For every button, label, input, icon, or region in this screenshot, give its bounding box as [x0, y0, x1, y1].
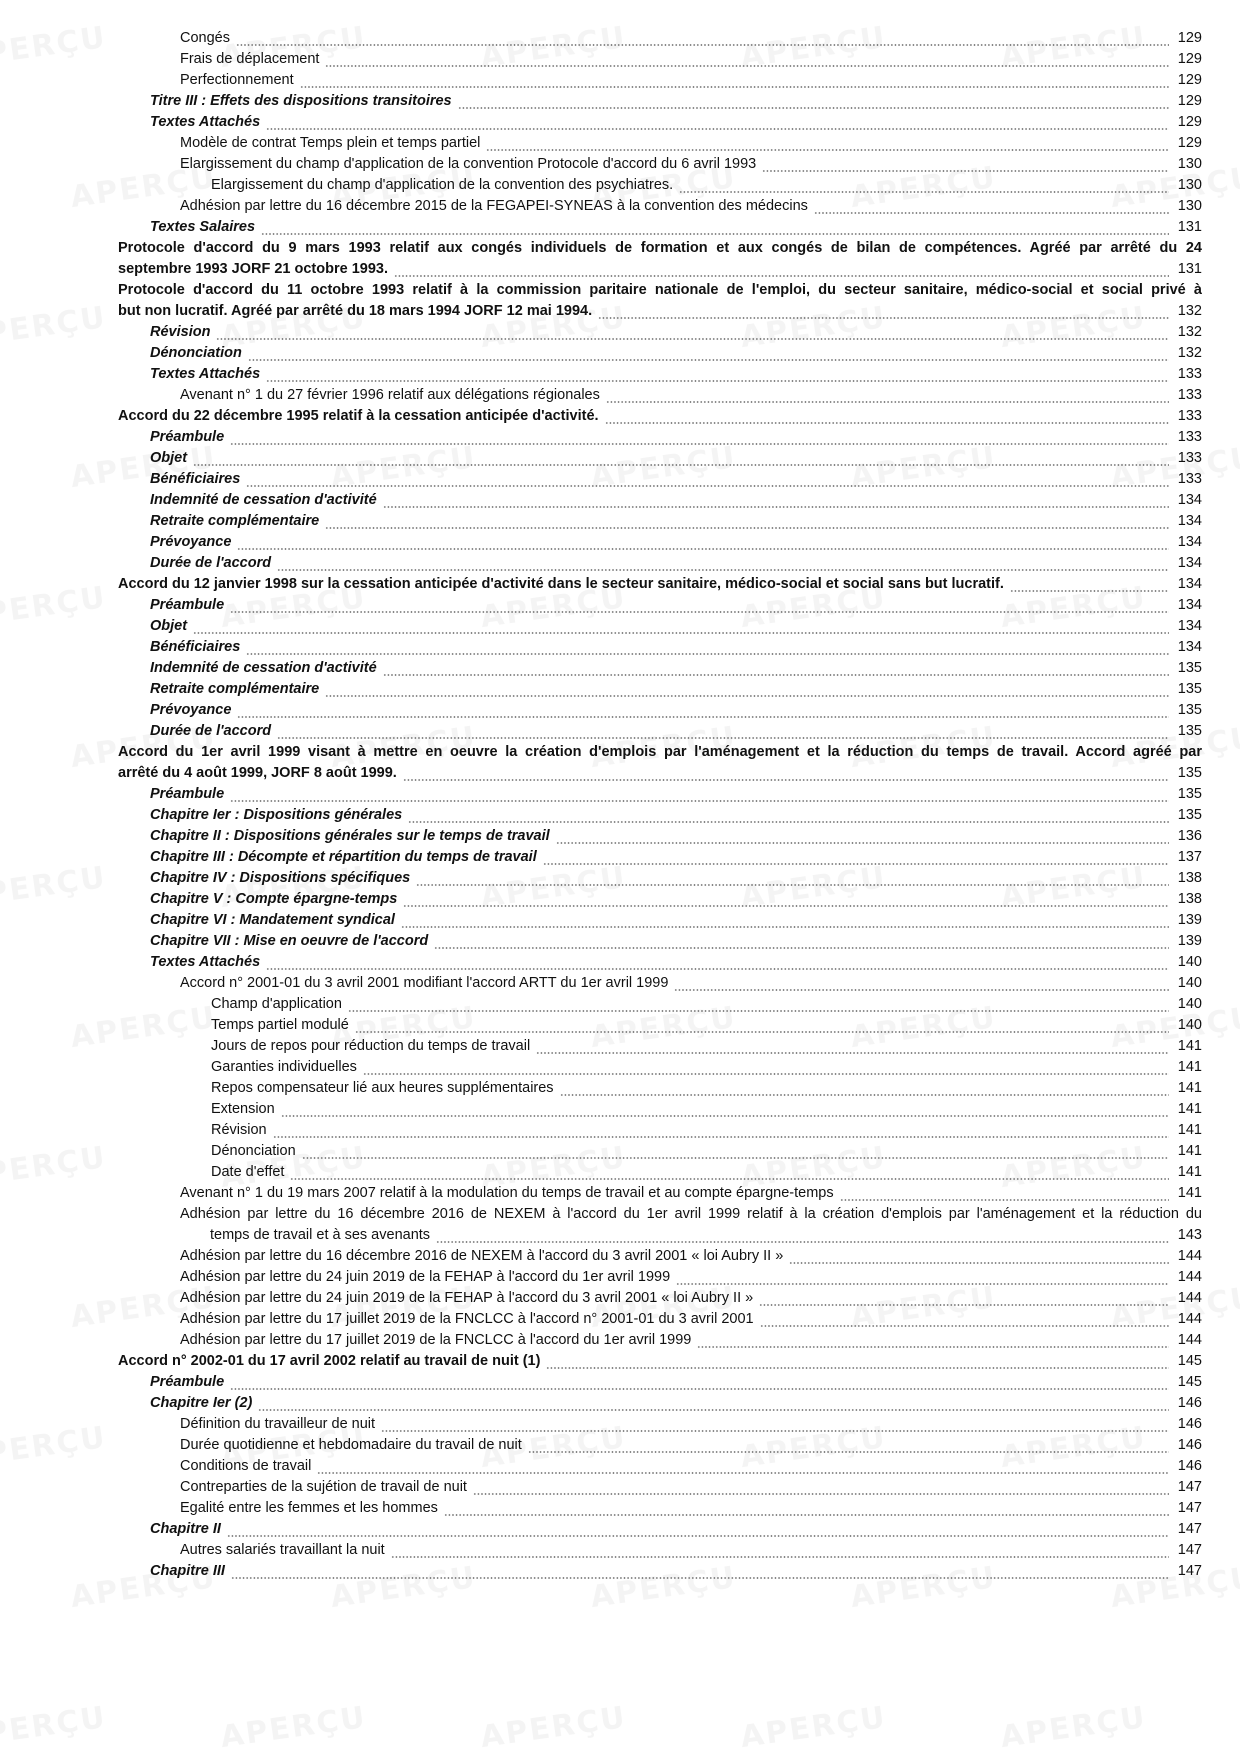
toc-entry[interactable]	[0, 70, 1240, 91]
watermark-text	[478, 1700, 629, 1755]
toc-entry-title: Préambule	[150, 429, 225, 445]
toc-entry-title: Chapitre Ier : Dispositions générales	[150, 807, 403, 823]
dot-leader	[560, 1078, 1169, 1099]
toc-entry[interactable]	[0, 910, 1240, 931]
dot-leader	[528, 1435, 1169, 1456]
toc-entry-title: Chapitre Ier (2)	[150, 1395, 253, 1411]
toc-page-number: 132	[1177, 303, 1202, 319]
toc-entry[interactable]	[0, 1036, 1240, 1057]
dot-leader	[230, 784, 1169, 805]
toc-page-number: 132	[1177, 324, 1202, 340]
toc-entry-title: Champ d'application	[211, 996, 342, 1012]
dot-leader	[408, 805, 1169, 826]
toc-entry[interactable]	[0, 91, 1240, 112]
toc-entry-title: Frais de déplacement	[180, 51, 320, 67]
toc-page-number: 133	[1177, 387, 1202, 403]
toc-entry[interactable]	[0, 196, 1240, 217]
toc-page-number: 141	[1177, 1185, 1202, 1201]
dot-leader	[277, 721, 1169, 742]
toc-entry-title: Préambule	[150, 786, 225, 802]
toc-page-number: 133	[1177, 450, 1202, 466]
toc-entry-title: Modèle de contrat Temps plein et temps partiel	[180, 135, 481, 151]
toc-entry[interactable]	[0, 679, 1240, 700]
toc-entry[interactable]	[0, 805, 1240, 826]
toc-page-number: 130	[1177, 198, 1202, 214]
toc-entry-title: Adhésion par lettre du 17 juillet 2019 de la FNCLCC à l'accord du 1er avril 1999	[180, 1332, 692, 1348]
toc-entry[interactable]	[0, 49, 1240, 70]
dot-leader	[237, 532, 1169, 553]
toc-page-number: 131	[1177, 219, 1202, 235]
dot-leader	[762, 154, 1169, 175]
toc-entry-title: Elargissement du champ d'application de la convention Protocole d'accord du 6 avril 1993	[180, 156, 757, 172]
dot-leader	[679, 175, 1169, 196]
dot-leader	[381, 1414, 1169, 1435]
toc-page-number: 147	[1177, 1479, 1202, 1495]
toc-page-number: 143	[1177, 1227, 1202, 1243]
toc-page-number: 141	[1177, 1059, 1202, 1075]
toc-page-number: 132	[1177, 345, 1202, 361]
toc-entry-title: Accord du 12 janvier 1998 sur la cessation anticipée d'activité dans le secteur sanitaire, médico-social et social sans but lucratif.	[118, 576, 1004, 592]
dot-leader	[193, 616, 1169, 637]
toc-entry[interactable]	[0, 1015, 1240, 1036]
dot-leader	[605, 406, 1169, 427]
toc-entry-title-line1: Adhésion par lettre du 16 décembre 2016 de NEXEM à l'accord du 1er avril 1999 relatif à la création d'emplois par l'aménagement et la réduction du	[180, 1206, 1202, 1222]
toc-entry-title: Accord du 22 décembre 1995 relatif à la cessation anticipée d'activité.	[118, 408, 599, 424]
toc-entry[interactable]	[0, 1078, 1240, 1099]
toc-entry[interactable]	[0, 721, 1240, 742]
toc-entry[interactable]	[0, 574, 1240, 595]
dot-leader	[403, 763, 1169, 784]
toc-page-number: 147	[1177, 1500, 1202, 1516]
toc-entry[interactable]	[0, 952, 1240, 973]
toc-entry-title: Congés	[180, 30, 230, 46]
toc-page-number: 135	[1177, 765, 1202, 781]
toc-entry[interactable]	[0, 973, 1240, 994]
dot-leader	[536, 1036, 1169, 1057]
toc-entry-title: Adhésion par lettre du 24 juin 2019 de la FEHAP à l'accord du 3 avril 2001 « loi Aubry II »	[180, 1290, 754, 1306]
dot-leader	[697, 1330, 1169, 1351]
dot-leader	[394, 259, 1169, 280]
toc-entry-title: Adhésion par lettre du 24 juin 2019 de la FEHAP à l'accord du 1er avril 1999	[180, 1269, 671, 1285]
toc-entry[interactable]	[0, 1183, 1240, 1204]
dot-leader	[281, 1099, 1169, 1120]
dot-leader	[302, 1141, 1169, 1162]
watermark-text	[998, 1700, 1149, 1755]
toc-page-number: 139	[1177, 912, 1202, 928]
toc-entry[interactable]	[0, 406, 1240, 427]
toc-entry-title: Révision	[150, 324, 211, 340]
toc-entry[interactable]	[0, 1351, 1240, 1372]
toc-entry[interactable]	[0, 1372, 1240, 1393]
dot-leader	[230, 595, 1169, 616]
toc-page-number: 135	[1177, 807, 1202, 823]
toc-page-number: 129	[1177, 30, 1202, 46]
dot-leader	[258, 1393, 1169, 1414]
toc-page-number: 146	[1177, 1395, 1202, 1411]
toc-entry-title: Garanties individuelles	[211, 1059, 357, 1075]
toc-entry[interactable]	[0, 1393, 1240, 1414]
toc-entry-title-line1: Protocole d'accord du 11 octobre 1993 relatif à la commission paritaire nationale de l'emploi, du secteur sanitaire, médico-social et social privé à	[118, 282, 1202, 298]
toc-page-number: 135	[1177, 660, 1202, 676]
dot-leader	[444, 1498, 1169, 1519]
toc-entry-title: Textes Attachés	[150, 954, 261, 970]
dot-leader	[556, 826, 1169, 847]
toc-entry-title: Durée quotidienne et hebdomadaire du travail de nuit	[180, 1437, 522, 1453]
toc-page-number: 135	[1177, 723, 1202, 739]
dot-leader	[300, 70, 1169, 91]
toc-entry-title: Chapitre II	[150, 1521, 221, 1537]
toc-entry[interactable]	[0, 1141, 1240, 1162]
table-of-contents	[0, 28, 1240, 1582]
toc-entry[interactable]	[0, 1519, 1240, 1540]
toc-page-number: 146	[1177, 1416, 1202, 1432]
dot-leader	[355, 1015, 1169, 1036]
toc-entry[interactable]	[0, 994, 1240, 1015]
toc-entry[interactable]	[0, 385, 1240, 406]
toc-entry-title: Textes Attachés	[150, 114, 261, 130]
toc-page-number: 140	[1177, 1017, 1202, 1033]
dot-leader	[383, 658, 1169, 679]
dot-leader	[543, 847, 1169, 868]
toc-entry[interactable]	[0, 469, 1240, 490]
dot-leader	[236, 28, 1169, 49]
dot-leader	[789, 1246, 1169, 1267]
toc-entry[interactable]	[0, 1246, 1240, 1267]
toc-entry[interactable]	[0, 1414, 1240, 1435]
toc-entry-title: arrêté du 4 août 1999, JORF 8 août 1999.	[118, 765, 397, 781]
toc-entry[interactable]	[0, 616, 1240, 637]
toc-entry-title: Retraite complémentaire	[150, 513, 320, 529]
toc-entry-title: Perfectionnement	[180, 72, 294, 88]
toc-entry-title: Accord n° 2001-01 du 3 avril 2001 modifiant l'accord ARTT du 1er avril 1999	[180, 975, 669, 991]
toc-entry[interactable]	[0, 154, 1240, 175]
toc-page-number: 133	[1177, 408, 1202, 424]
toc-entry[interactable]	[0, 1456, 1240, 1477]
toc-entry-title: Accord n° 2002-01 du 17 avril 2002 relatif au travail de nuit (1)	[118, 1353, 541, 1369]
toc-entry-title: Indemnité de cessation d'activité	[150, 660, 377, 676]
dot-leader	[216, 322, 1169, 343]
toc-entry-title: Textes Salaires	[150, 219, 256, 235]
toc-entry[interactable]	[0, 1204, 1240, 1246]
dot-leader	[273, 1120, 1169, 1141]
toc-entry[interactable]	[0, 1267, 1240, 1288]
toc-entry-title: Contreparties de la sujétion de travail de nuit	[180, 1479, 467, 1495]
toc-page-number: 130	[1177, 156, 1202, 172]
toc-entry-title: Chapitre V : Compte épargne-temps	[150, 891, 398, 907]
toc-page-number: 144	[1177, 1311, 1202, 1327]
toc-page-number: 134	[1177, 597, 1202, 613]
toc-page-number: 134	[1177, 492, 1202, 508]
toc-page-number: 141	[1177, 1038, 1202, 1054]
toc-entry-title: Prévoyance	[150, 702, 232, 718]
toc-entry-title: Temps partiel modulé	[211, 1017, 349, 1033]
toc-entry-title: Révision	[211, 1122, 267, 1138]
toc-entry[interactable]	[0, 217, 1240, 238]
toc-entry[interactable]	[0, 889, 1240, 910]
dot-leader	[261, 217, 1169, 238]
dot-leader	[403, 889, 1169, 910]
toc-page-number: 144	[1177, 1332, 1202, 1348]
toc-page-number: 145	[1177, 1353, 1202, 1369]
toc-entry-title: temps de travail et à ses avenants	[210, 1227, 431, 1243]
toc-page-number: 146	[1177, 1437, 1202, 1453]
toc-entry-title: Autres salariés travaillant la nuit	[180, 1542, 385, 1558]
dot-leader	[814, 196, 1169, 217]
toc-page-number: 140	[1177, 996, 1202, 1012]
dot-leader	[473, 1477, 1169, 1498]
toc-page-number: 133	[1177, 366, 1202, 382]
dot-leader	[348, 994, 1169, 1015]
toc-entry-title: Prévoyance	[150, 534, 232, 550]
toc-page-number: 135	[1177, 681, 1202, 697]
toc-page-number: 144	[1177, 1290, 1202, 1306]
toc-entry-title: Conditions de travail	[180, 1458, 312, 1474]
toc-entry[interactable]	[0, 343, 1240, 364]
toc-page-number: 138	[1177, 891, 1202, 907]
dot-leader	[246, 637, 1169, 658]
toc-entry[interactable]	[0, 1099, 1240, 1120]
toc-entry-title: Dénonciation	[211, 1143, 296, 1159]
toc-page-number: 140	[1177, 975, 1202, 991]
toc-entry-title: Date d'effet	[211, 1164, 285, 1180]
toc-page-number: 147	[1177, 1521, 1202, 1537]
dot-leader	[676, 1267, 1169, 1288]
toc-page-number: 136	[1177, 828, 1202, 844]
toc-entry[interactable]	[0, 826, 1240, 847]
toc-entry[interactable]	[0, 1498, 1240, 1519]
dot-leader	[266, 112, 1169, 133]
toc-entry-title: Objet	[150, 450, 188, 466]
toc-page-number: 129	[1177, 114, 1202, 130]
toc-entry[interactable]	[0, 448, 1240, 469]
dot-leader	[266, 952, 1169, 973]
toc-page-number: 141	[1177, 1101, 1202, 1117]
dot-leader	[363, 1057, 1169, 1078]
dot-leader	[230, 1372, 1169, 1393]
toc-entry[interactable]	[0, 133, 1240, 154]
toc-entry-title-line1: Accord du 1er avril 1999 visant à mettre en oeuvre la création d'emplois par l'aménagement et la réduction du temps de travail. Accord agréé par	[118, 744, 1202, 760]
toc-page-number: 146	[1177, 1458, 1202, 1474]
toc-entry[interactable]	[0, 1120, 1240, 1141]
toc-entry-title: Adhésion par lettre du 16 décembre 2015 de la FEGAPEI-SYNEAS à la convention des médecins	[180, 198, 808, 214]
dot-leader	[383, 490, 1169, 511]
dot-leader	[606, 385, 1169, 406]
toc-entry[interactable]	[0, 1561, 1240, 1582]
toc-entry[interactable]	[0, 700, 1240, 721]
toc-page-number: 144	[1177, 1248, 1202, 1264]
toc-entry[interactable]	[0, 1540, 1240, 1561]
toc-entry-title: Définition du travailleur de nuit	[180, 1416, 376, 1432]
toc-entry-title: septembre 1993 JORF 21 octobre 1993.	[118, 261, 388, 277]
toc-page-number: 141	[1177, 1143, 1202, 1159]
toc-entry-title: Avenant n° 1 du 27 février 1996 relatif aux délégations régionales	[180, 387, 600, 403]
toc-entry[interactable]	[0, 931, 1240, 952]
toc-entry[interactable]	[0, 784, 1240, 805]
dot-leader	[759, 1288, 1169, 1309]
dot-leader	[401, 910, 1169, 931]
toc-entry-title: Chapitre VI : Mandatement syndical	[150, 912, 395, 928]
toc-page-number: 130	[1177, 177, 1202, 193]
toc-entry-title: Bénéficiaires	[150, 471, 241, 487]
toc-entry[interactable]	[0, 322, 1240, 343]
dot-leader	[231, 1561, 1169, 1582]
toc-entry[interactable]	[0, 658, 1240, 679]
toc-page-number: 135	[1177, 702, 1202, 718]
toc-entry[interactable]	[0, 364, 1240, 385]
toc-entry[interactable]	[0, 553, 1240, 574]
dot-leader	[193, 448, 1169, 469]
toc-entry[interactable]	[0, 511, 1240, 532]
toc-entry[interactable]	[0, 238, 1240, 280]
toc-entry[interactable]	[0, 1057, 1240, 1078]
toc-entry-title: Indemnité de cessation d'activité	[150, 492, 377, 508]
dot-leader	[246, 469, 1169, 490]
toc-page-number: 129	[1177, 135, 1202, 151]
dot-leader	[317, 1456, 1169, 1477]
toc-page-number: 147	[1177, 1542, 1202, 1558]
dot-leader	[230, 427, 1169, 448]
toc-entry[interactable]	[0, 532, 1240, 553]
toc-entry-title: Avenant n° 1 du 19 mars 2007 relatif à la modulation du temps de travail et au compte épargne-temps	[180, 1185, 834, 1201]
toc-entry[interactable]	[0, 1162, 1240, 1183]
toc-entry-title: Chapitre III	[150, 1563, 225, 1579]
toc-page-number: 134	[1177, 534, 1202, 550]
dot-leader	[266, 364, 1169, 385]
toc-page-number: 134	[1177, 576, 1202, 592]
dot-leader	[760, 1309, 1169, 1330]
dot-leader	[674, 973, 1169, 994]
toc-entry-title: Durée de l'accord	[150, 723, 272, 739]
toc-page-number: 133	[1177, 471, 1202, 487]
toc-entry-title: Chapitre III : Décompte et répartition du temps de travail	[150, 849, 537, 865]
toc-entry[interactable]	[0, 490, 1240, 511]
toc-entry-title: Objet	[150, 618, 188, 634]
dot-leader	[391, 1540, 1169, 1561]
toc-entry-title: Titre III : Effets des dispositions transitoires	[150, 93, 452, 109]
toc-entry-title-line1: Protocole d'accord du 9 mars 1993 relatif aux congés individuels de formation et aux congés de bilan de compétences. Agréé par arrêté du 24	[118, 240, 1202, 256]
toc-entry[interactable]	[0, 637, 1240, 658]
toc-entry-title: Préambule	[150, 1374, 225, 1390]
dot-leader	[325, 49, 1169, 70]
toc-entry-title: but non lucratif. Agréé par arrêté du 18 mars 1994 JORF 12 mai 1994.	[118, 303, 593, 319]
dot-leader	[436, 1225, 1169, 1246]
toc-page-number: 141	[1177, 1164, 1202, 1180]
toc-page-number: 135	[1177, 786, 1202, 802]
toc-entry-title: Chapitre II : Dispositions générales sur le temps de travail	[150, 828, 550, 844]
dot-leader	[237, 700, 1169, 721]
dot-leader	[1010, 574, 1169, 595]
toc-entry[interactable]	[0, 280, 1240, 322]
toc-entry[interactable]	[0, 112, 1240, 133]
dot-leader	[458, 91, 1169, 112]
dot-leader	[325, 679, 1169, 700]
toc-page-number: 129	[1177, 72, 1202, 88]
toc-entry-title: Adhésion par lettre du 17 juillet 2019 de la FNCLCC à l'accord n° 2001-01 du 3 avril 2001	[180, 1311, 754, 1327]
dot-leader	[598, 301, 1169, 322]
watermark-text	[738, 1700, 889, 1755]
toc-entry-title: Préambule	[150, 597, 225, 613]
toc-page-number: 131	[1177, 261, 1202, 277]
toc-entry-title: Retraite complémentaire	[150, 681, 320, 697]
toc-page-number: 129	[1177, 51, 1202, 67]
toc-entry[interactable]	[0, 1309, 1240, 1330]
toc-page-number: 145	[1177, 1374, 1202, 1390]
toc-entry-title: Durée de l'accord	[150, 555, 272, 571]
toc-entry-title: Dénonciation	[150, 345, 242, 361]
dot-leader	[840, 1183, 1169, 1204]
toc-entry-title: Elargissement du champ d'application de la convention des psychiatres.	[211, 177, 674, 193]
dot-leader	[290, 1162, 1169, 1183]
toc-entry-title: Bénéficiaires	[150, 639, 241, 655]
toc-entry-title: Textes Attachés	[150, 366, 261, 382]
toc-page-number: 147	[1177, 1563, 1202, 1579]
dot-leader	[277, 553, 1169, 574]
toc-entry[interactable]	[0, 28, 1240, 49]
toc-entry-title: Extension	[211, 1101, 275, 1117]
toc-page-number: 138	[1177, 870, 1202, 886]
toc-entry[interactable]	[0, 175, 1240, 196]
toc-page-number: 134	[1177, 639, 1202, 655]
toc-entry[interactable]	[0, 1477, 1240, 1498]
toc-entry[interactable]	[0, 595, 1240, 616]
toc-page-number: 129	[1177, 93, 1202, 109]
toc-page-number: 144	[1177, 1269, 1202, 1285]
dot-leader	[434, 931, 1169, 952]
toc-entry[interactable]	[0, 847, 1240, 868]
toc-page-number: 133	[1177, 429, 1202, 445]
toc-page-number: 139	[1177, 933, 1202, 949]
watermark-text	[0, 1700, 109, 1755]
toc-entry-title: Egalité entre les femmes et les hommes	[180, 1500, 438, 1516]
dot-leader	[486, 133, 1169, 154]
toc-entry[interactable]	[0, 742, 1240, 784]
dot-leader	[416, 868, 1169, 889]
toc-entry[interactable]	[0, 1288, 1240, 1309]
toc-entry[interactable]	[0, 868, 1240, 889]
toc-entry-title: Chapitre VII : Mise en oeuvre de l'accord	[150, 933, 429, 949]
toc-entry[interactable]	[0, 427, 1240, 448]
toc-entry-title: Jours de repos pour réduction du temps de travail	[211, 1038, 531, 1054]
toc-entry[interactable]	[0, 1330, 1240, 1351]
toc-page-number: 140	[1177, 954, 1202, 970]
dot-leader	[325, 511, 1169, 532]
toc-entry[interactable]	[0, 1435, 1240, 1456]
toc-entry-title: Chapitre IV : Dispositions spécifiques	[150, 870, 411, 886]
toc-entry-title: Repos compensateur lié aux heures supplémentaires	[211, 1080, 554, 1096]
dot-leader	[546, 1351, 1169, 1372]
toc-page-number: 134	[1177, 513, 1202, 529]
dot-leader	[227, 1519, 1169, 1540]
toc-page-number: 141	[1177, 1122, 1202, 1138]
toc-page-number: 141	[1177, 1080, 1202, 1096]
toc-entry-title: Adhésion par lettre du 16 décembre 2016 de NEXEM à l'accord du 3 avril 2001 « loi Aubry II »	[180, 1248, 784, 1264]
toc-page-number: 134	[1177, 618, 1202, 634]
toc-page-number: 134	[1177, 555, 1202, 571]
watermark-text	[218, 1700, 369, 1755]
toc-page-number: 137	[1177, 849, 1202, 865]
dot-leader	[248, 343, 1169, 364]
